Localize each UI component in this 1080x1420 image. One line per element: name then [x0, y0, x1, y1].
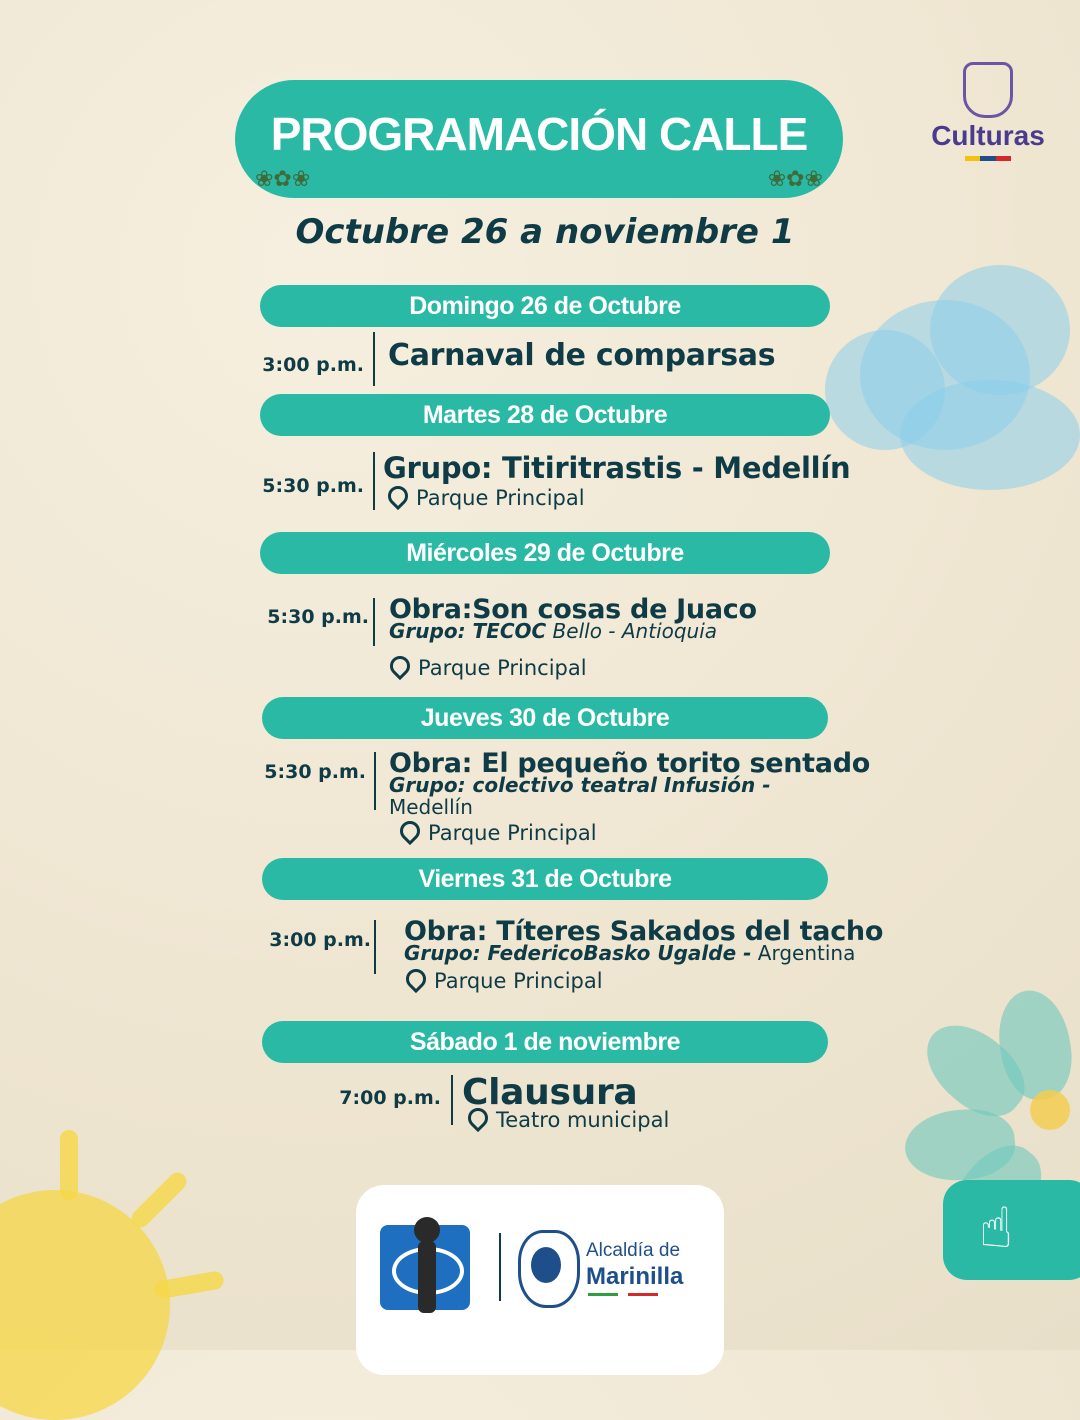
event-group-name: Grupo: TECOC: [389, 619, 547, 643]
day-header: Miércoles 29 de Octubre: [260, 532, 830, 574]
flower-sprig-icon: ❀✿❀: [255, 167, 311, 192]
event-group-origin: Argentina: [751, 941, 856, 965]
event-time: 5:30 p.m.: [262, 475, 364, 497]
location-pin-icon: [464, 1104, 492, 1132]
day-header: Martes 28 de Octubre: [260, 394, 830, 436]
page-title: PROGRAMACIÓN CALLE: [270, 108, 808, 160]
event-place: [390, 656, 587, 680]
location-pin-icon: [384, 482, 412, 510]
alcaldia-label: Alcaldía de: [586, 1240, 681, 1261]
swipe-next-button[interactable]: [943, 1180, 1080, 1280]
event-place-label: Teatro municipal: [496, 1108, 670, 1132]
logo-divider: [499, 1233, 501, 1301]
event-time: 5:30 p.m.: [264, 761, 366, 783]
title-banner: [235, 80, 843, 198]
flower-sprig-icon: ❀✿❀: [767, 167, 823, 192]
divider-line: [374, 752, 376, 810]
pointing-hand-swipe-icon: ☝: [979, 1196, 1014, 1261]
location-pin-icon: [402, 965, 430, 993]
divider-line: [373, 598, 375, 646]
divider-line: [373, 332, 375, 386]
event-place-label: Parque Principal: [434, 969, 603, 993]
location-pin-icon: [396, 817, 424, 845]
divider-line: [374, 920, 376, 974]
event-title: Grupo: Titiritrastis - Medellín: [383, 451, 851, 485]
event-place: [388, 486, 585, 510]
day-header: Jueves 30 de Octubre: [262, 697, 828, 739]
footer-logos-card: [356, 1185, 724, 1375]
event-group: [389, 774, 839, 818]
coat-of-arms-icon: [963, 62, 1013, 118]
event-place: [406, 969, 603, 993]
event-title: Obra: El pequeño torito sentado: [389, 748, 870, 779]
mascot-logo: [380, 1225, 470, 1310]
day-header: Domingo 26 de Octubre: [260, 285, 830, 327]
event-group-origin: Medellín: [389, 795, 473, 819]
event-place-label: Parque Principal: [418, 656, 587, 680]
event-title: Obra:Son cosas de Juaco: [389, 594, 757, 625]
day-header: Sábado 1 de noviembre: [262, 1021, 828, 1063]
event-group-name: Grupo: FedericoBasko Ugalde -: [404, 941, 752, 965]
divider-line: [373, 452, 375, 510]
flag-stripe: [965, 156, 1011, 161]
event-title: Carnaval de comparsas: [388, 338, 776, 373]
event-group-name: Grupo: colectivo teatral Infusión -: [389, 773, 771, 797]
marinilla-label: Marinilla: [586, 1263, 684, 1290]
event-time: 5:30 p.m.: [267, 606, 369, 628]
event-time: 3:00 p.m.: [262, 354, 364, 376]
event-place-label: Parque Principal: [416, 486, 585, 510]
date-range-subtitle: Octubre 26 a noviembre 1: [295, 212, 795, 252]
event-place: [400, 821, 597, 845]
event-group-origin: Bello - Antioquia: [546, 619, 718, 643]
divider-line: [451, 1075, 453, 1125]
event-group: [389, 620, 717, 642]
event-title: Obra: Títeres Sakados del tacho: [404, 916, 884, 947]
event-time: 7:00 p.m.: [339, 1087, 441, 1109]
marinilla-seal-icon: [518, 1230, 580, 1308]
event-group: [404, 942, 855, 964]
day-header: Viernes 31 de Octubre: [262, 858, 828, 900]
event-place: [468, 1108, 669, 1132]
marinilla-flag-stripe: [588, 1293, 658, 1296]
event-time: 3:00 p.m.: [269, 929, 371, 951]
culturas-logo: [918, 62, 1058, 161]
event-title: Clausura: [462, 1072, 638, 1113]
culturas-logo-text: Culturas: [931, 120, 1045, 151]
event-place-label: Parque Principal: [428, 821, 597, 845]
location-pin-icon: [386, 652, 414, 680]
